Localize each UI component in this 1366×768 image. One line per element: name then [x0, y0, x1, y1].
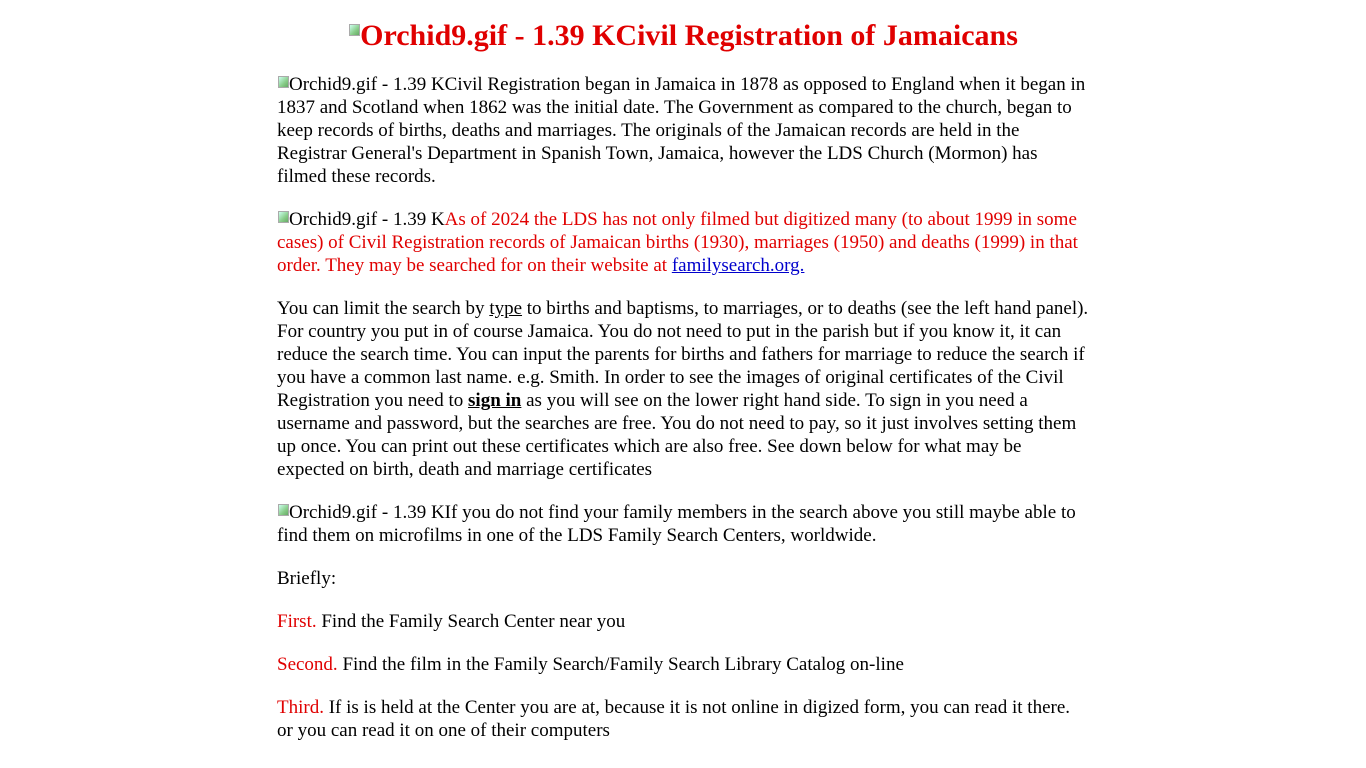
step-text: Find the Family Search Center near you	[316, 611, 626, 632]
step-label: Second.	[277, 654, 338, 675]
microfilm-paragraph	[277, 501, 1089, 547]
paragraph-text: to births and baptisms, to marriages, or to deaths (see the left hand panel). For country you put in of course Jamaica. You do not need to put in the parish but if you know it, it can reduce the search time. You can input the parents for births and fathers for marriage to reduce the search if you have a common last name. e.g. Smith. In order to see the images of original certificates of the Civil Registration you need to	[277, 298, 1089, 411]
intro-paragraph	[277, 73, 1089, 188]
step-text: Find the film in the Family Search/Family Search Library Catalog on-line	[337, 654, 904, 675]
step-third	[277, 696, 1089, 742]
step-label: First.	[277, 611, 317, 632]
broken-image-icon	[348, 23, 360, 37]
sign-in-link[interactable]: sign in	[468, 390, 522, 411]
type-link[interactable]: type	[489, 298, 523, 319]
content	[277, 19, 1089, 742]
paragraph-text: If you do not find your family members in the search above you still maybe able to find them on microfilms in one of the LDS Family Search Centers, worldwide.	[277, 502, 1076, 546]
paragraph-text: Civil Registration began in Jamaica in 1878 as opposed to England when it began in 1837 and Scotland when 1862 was the initial date. The Government as compared to the church, began to keep records of births, deaths and marriages. The originals of the Jamaican records are held in the Registrar General's Department in Spanish Town, Jamaica, however the LDS Church (Mormon) has filmed these records.	[277, 74, 1086, 187]
paragraph-text: as you will see on the lower right hand side. To sign in you need a username and password, but the searches are free. You do not need to pay, so it just involves setting them up once. You can print out these certificates which are also free. See down below for what may be expected on birth, death and marriage certificates	[277, 390, 1077, 480]
title-text: Civil Registration of Jamaicans	[615, 19, 1018, 52]
page-title	[0, 19, 1366, 53]
familysearch-link[interactable]: familysearch.org.	[671, 255, 805, 276]
step-text: If is is held at the Center you are at, because it is not online in digized form, you can read it there. or you can read it on one of their computers	[277, 697, 1071, 741]
paragraph-text: As of 2024 the LDS has not only filmed but digitized many (to about 1999 in some cases) of Civil Registration records of Jamaican births (1930), marriages (1950) and deaths (1999) in that order. They may be searched for on their website at	[277, 209, 1078, 276]
image-alt-text: Orchid9.gif - 1.39 K	[289, 209, 445, 230]
image-alt-text: Orchid9.gif - 1.39 K	[360, 19, 616, 52]
paragraph-text: You can limit the search by	[277, 298, 490, 319]
step-label: Third.	[277, 697, 324, 718]
step-second	[277, 653, 1089, 676]
digitized-paragraph	[277, 208, 1089, 277]
step-first	[277, 610, 1089, 633]
broken-image-icon	[277, 503, 289, 517]
search-paragraph	[277, 297, 1089, 481]
image-alt-text: Orchid9.gif - 1.39 K	[289, 74, 445, 95]
broken-image-icon	[277, 210, 289, 224]
briefly-label: Briefly:	[277, 568, 337, 589]
broken-image-icon	[277, 75, 289, 89]
image-alt-text: Orchid9.gif - 1.39 K	[289, 502, 445, 523]
